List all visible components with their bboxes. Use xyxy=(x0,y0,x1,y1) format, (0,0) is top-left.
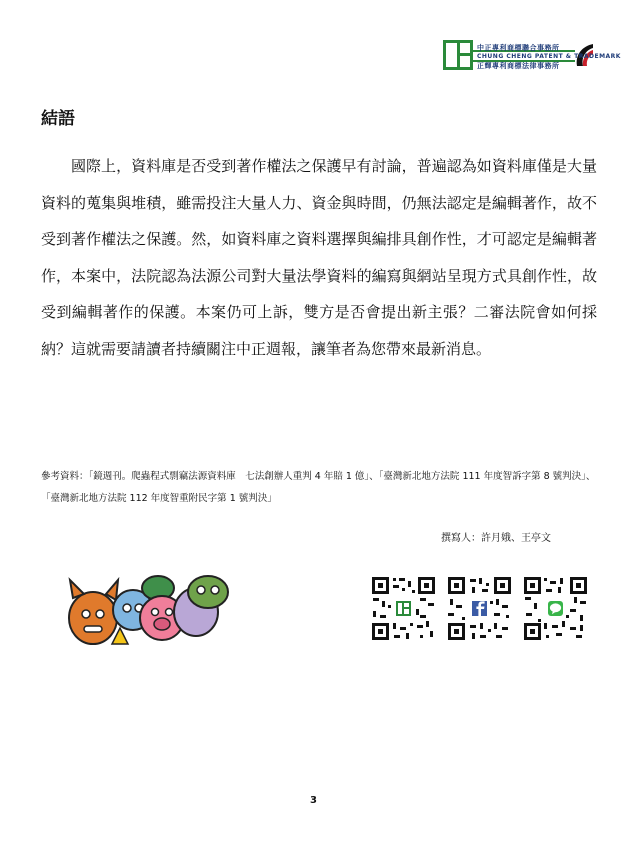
references-text: 參考資料：「鏡週刊。爬蟲程式剽竊法源資料庫 七法創辦人重判 4 年賠 1 億」、「臺灣新北地方法院 111 年度智訴字第 8 號判決」、「臺灣新北地方法院 112 年度智重附民字第 1 號判決」 xyxy=(41,471,596,504)
logo-name-line3: 正輝專利商標法律事務所 xyxy=(477,62,560,70)
conclusion-paragraph: 國際上，資料庫是否受到著作權法之保護早有討論，普遍認為如資料庫僅是大量資料的蒐集與堆積，雖需投注大量人力、資金與時間，仍無法認定是編輯著作，故不受到著作權法之保護。然，如資料庫之資料選擇與編排具創作性，才可認定是編輯著作，本案中，法院認為法源公司對大量法學資料的編寫與網站呈現方式具創作性，故受到編輯著作的保護。本案仍可上訴，雙方是否會提出新主張？二審法院會如何採納？這就需要請讀者持續關注中正週報，讓筆者為您帶來最新消息。 xyxy=(41,157,597,358)
qr-code-website[interactable] xyxy=(370,575,437,642)
qr-code-graphic xyxy=(446,575,513,642)
logo-name-line1: 中正專利商標聯合事務所 xyxy=(477,44,560,52)
logo-name-line2: CHUNG CHENG PATENT & TRADEMARK xyxy=(477,53,621,60)
qr-code-graphic xyxy=(522,575,589,642)
qr-code-facebook[interactable] xyxy=(446,575,513,642)
qr-code-line[interactable] xyxy=(522,575,589,642)
section-title: 結語 xyxy=(41,109,75,129)
header-logo xyxy=(443,40,621,70)
page-number: 3 xyxy=(310,795,317,806)
mascot-illustration xyxy=(58,566,238,650)
qr-code-graphic xyxy=(370,575,437,642)
author-line: 撰寫人：許月娥、王亭文 xyxy=(441,533,551,544)
